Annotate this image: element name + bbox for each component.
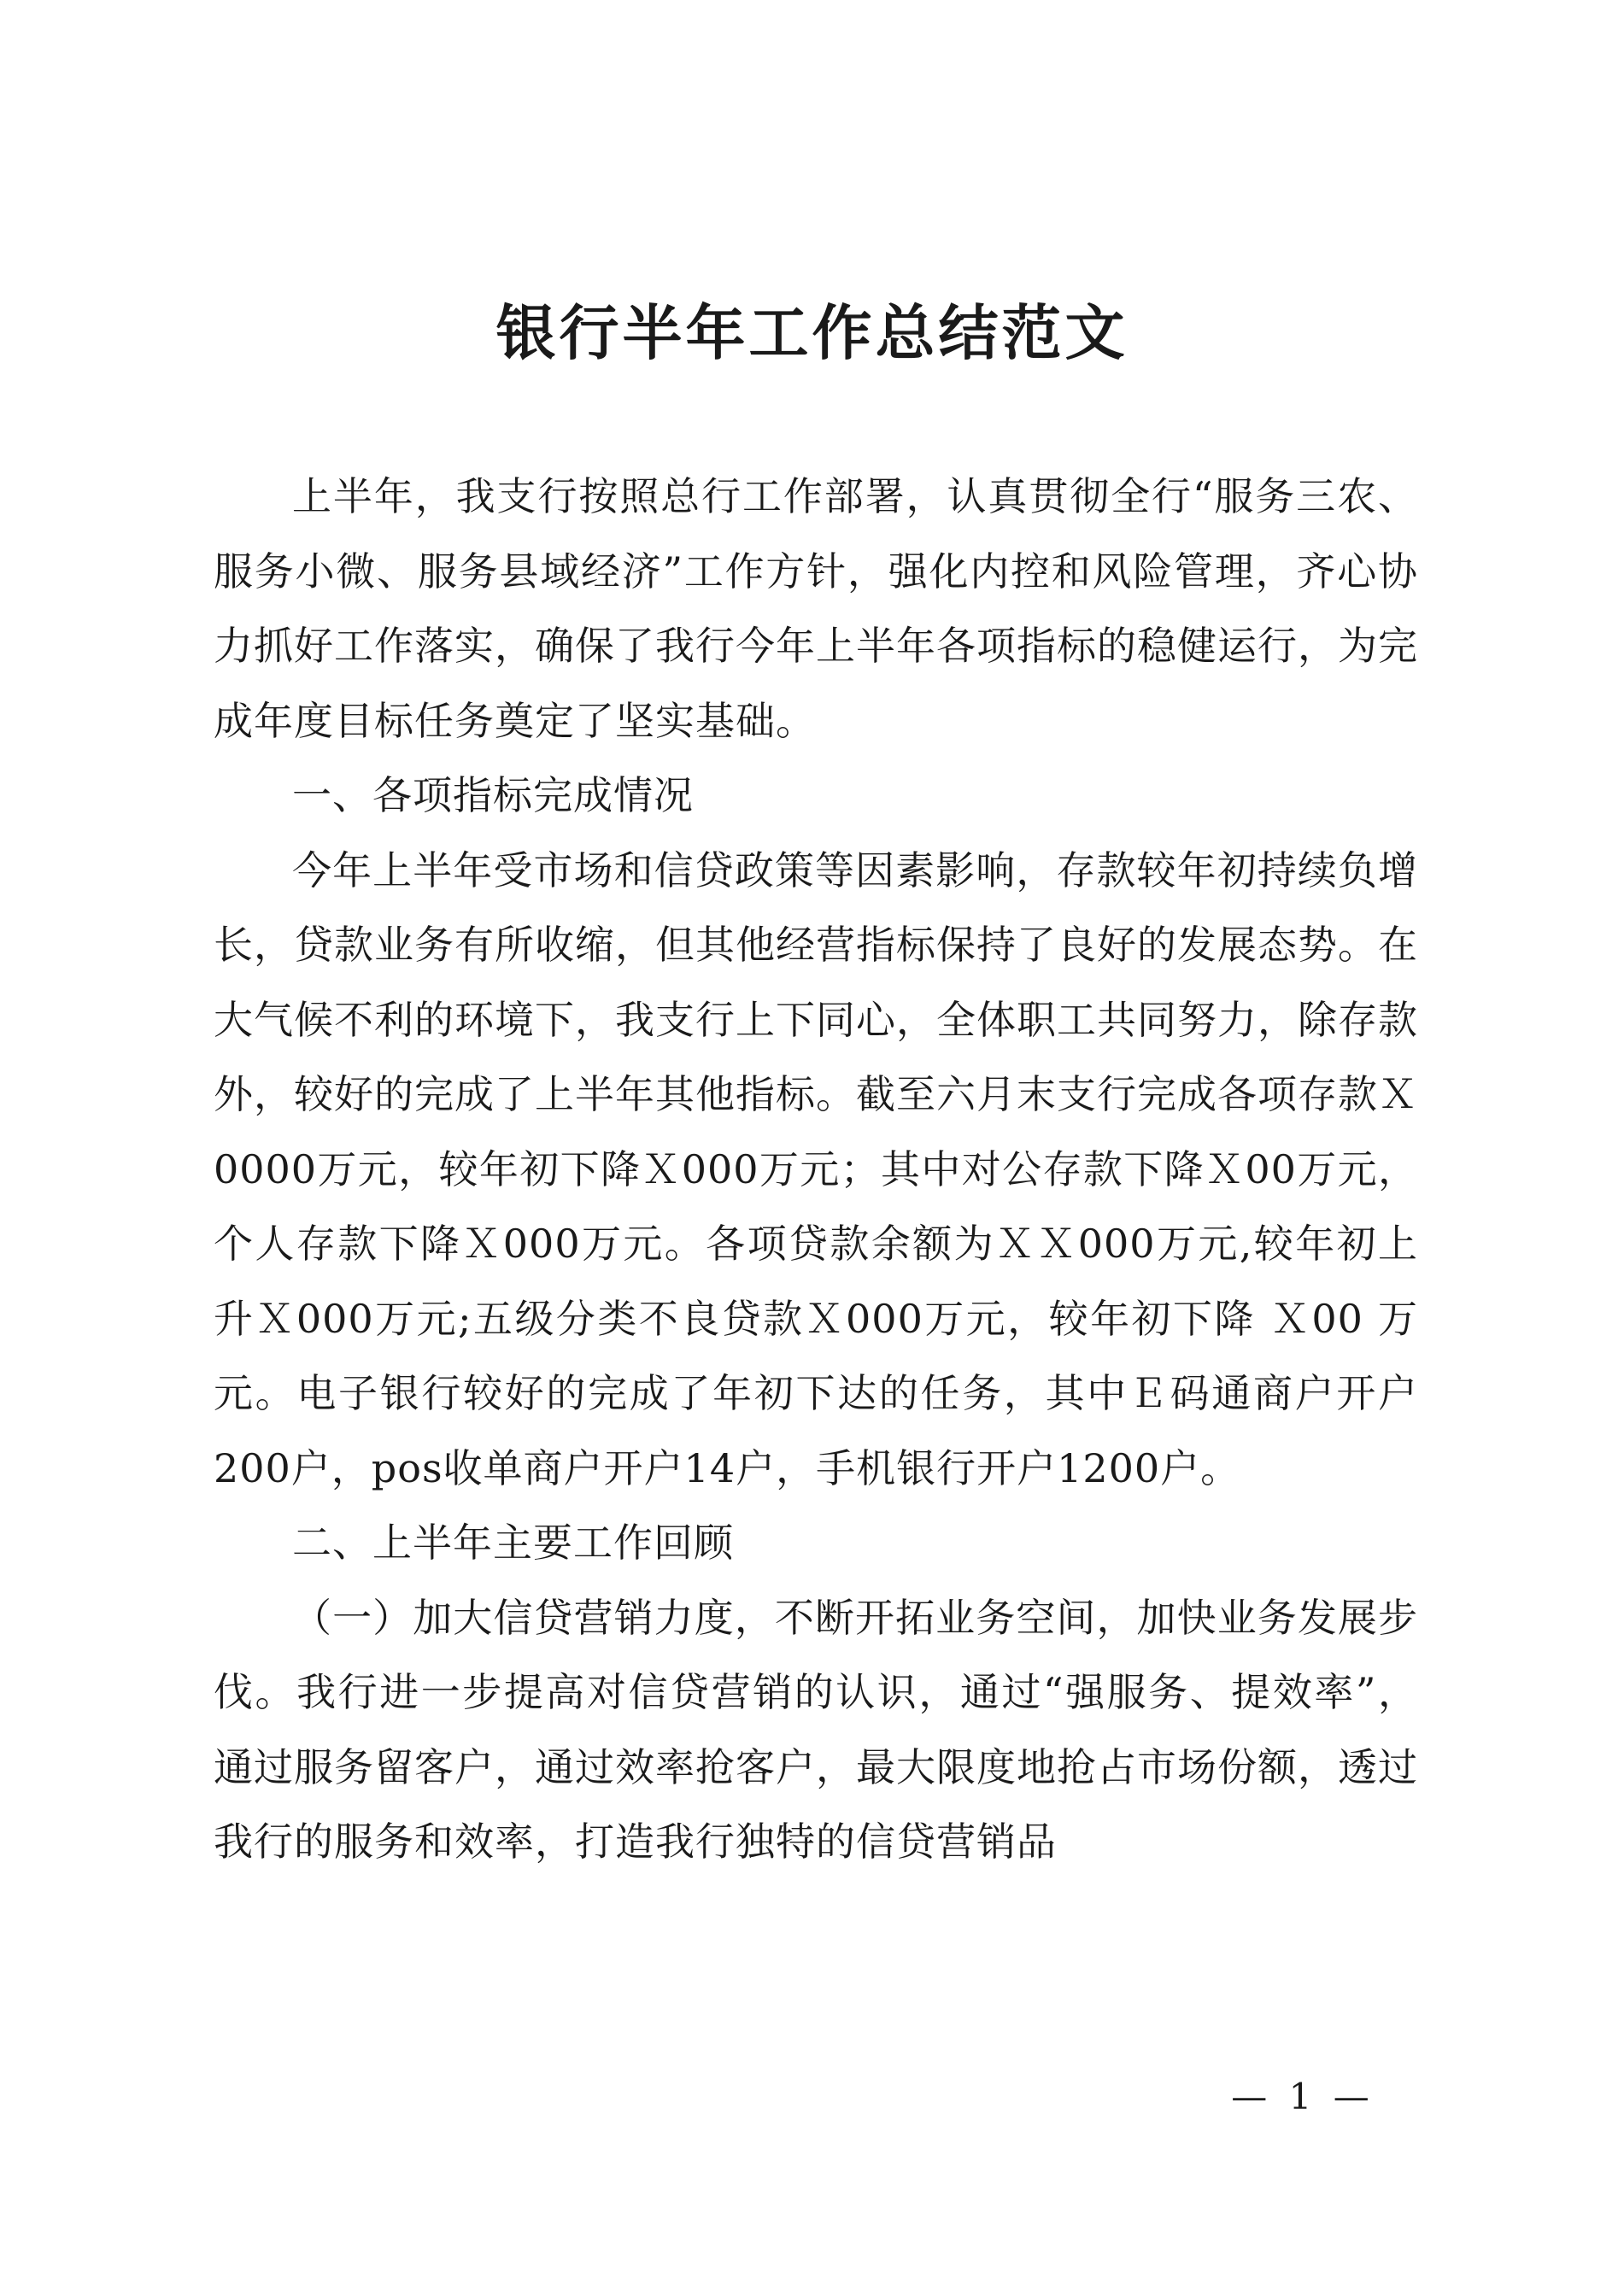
section-heading-indicators: 一、各项指标完成情况 [292, 772, 694, 818]
document-body [214, 460, 1418, 1880]
indicators-paragraph: 今年上半年受市场和信贷政策等因素影响，存款较年初持续负增长，贷款业务有所收缩，但其他经营指标保持了良好的发展态势。在大气候不利的环境下，我支行上下同心，全体职工共同努力，除存款外，较好的完成了上半年其他指标。截至六月末支行完成各项存款Ｘ0000万元，较年初下降Ｘ000万元；其中对公存款下降Ｘ00万元，个人存款下降Ｘ000万元。各项贷款余额为ＸＸ000万元,较年初上升Ｘ000万元;五级分类不良贷款Ｘ000万元，较年初下降 Ｘ00 万元。电子银行较好的完成了年初下达的任务，其中Ｅ码通商户开户200户，pos收单商户开户14户，手机银行开户1200户。 [214, 846, 1418, 1491]
review-paragraph: （一）加大信贷营销力度，不断开拓业务空间，加快业务发展步伐。我行进一步提高对信贷营销的认识，通过“强服务、提效率”，通过服务留客户，通过效率抢客户，最大限度地抢占市场份额，透过我行的服务和效率，打造我行独特的信贷营销品 [214, 1594, 1418, 1865]
section-heading-review: 二、上半年主要工作回顾 [292, 1520, 734, 1566]
page-number: — 1 — [1231, 2076, 1375, 2117]
document-title: 银行半年工作总结范文 [495, 297, 1129, 368]
intro-paragraph: 上半年，我支行按照总行工作部署，认真贯彻全行“服务三农、服务小微、服务县域经济”工作方针，强化内控和风险管理，齐心协力抓好工作落实，确保了我行今年上半年各项指标的稳健运行，为完成年度目标任务奠定了坚实基础。 [214, 473, 1418, 744]
